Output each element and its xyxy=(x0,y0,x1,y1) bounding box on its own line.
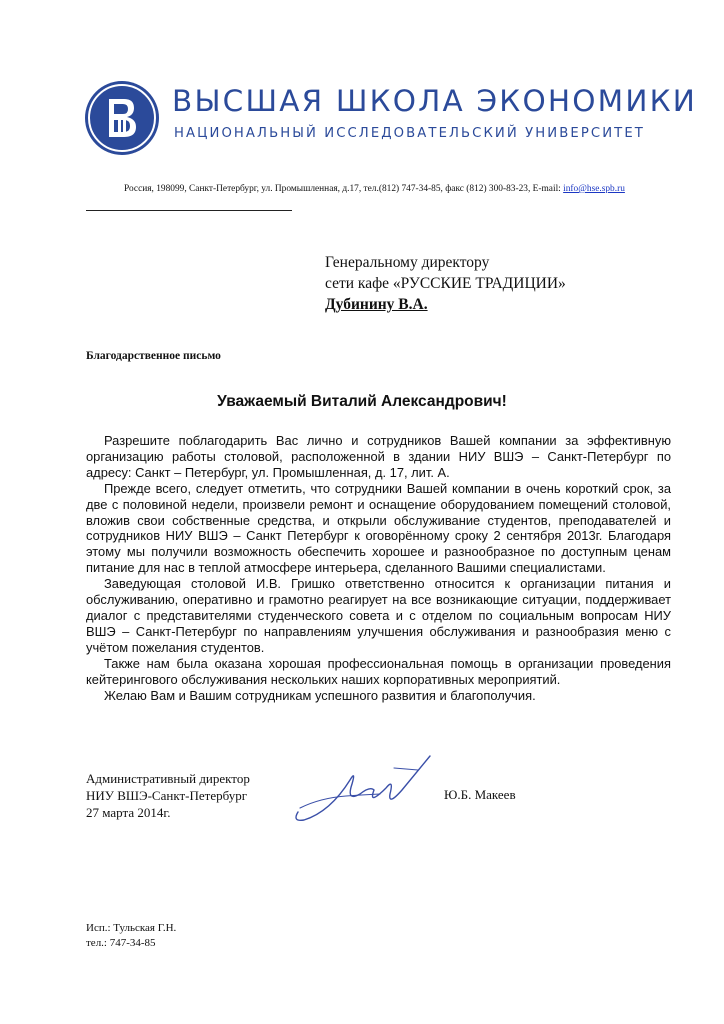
signatory-block xyxy=(86,770,250,821)
executor-line: Исп.: Тульская Г.Н. xyxy=(86,922,177,934)
paragraph: Разрешите поблагодарить Вас лично и сотрудников Вашей компании за эффективную организацию работы столовой, расположенной в здании НИУ ВШЭ – Санкт-Петербург по адресу: Санкт – Петербург, ул. Промышленная, д. 17, лит. А. xyxy=(86,433,671,480)
paragraph: Прежде всего, следует отметить, что сотрудники Вашей компании в очень короткий срок, за две с половиной недели, произвели ремонт и оснащение оборудованием помещений столовой, вложив свои собственные средства, и открыли обслуживание студентов, преподавателей и сотрудников НИУ ВШЭ – Санкт Петербург к оговорённому сроку 2 сентября 2013г. Благодаря этому мы получили возможность обеспечить хорошее и разнообразное по доступным ценам питание для нас в теплой атмосфере интерьера, сделанного Вашими специалистами. xyxy=(86,480,671,576)
addressee-line-1: Генеральному директору xyxy=(325,254,490,271)
salutation: Уважаемый Виталий Александрович! xyxy=(217,393,507,410)
executor-phone: тел.: 747-34-85 xyxy=(86,937,156,949)
org-subtitle: НАЦИОНАЛЬНЫЙ ИССЛЕДОВАТЕЛЬСКИЙ УНИВЕРСИТЕТ xyxy=(174,126,645,141)
letter-date: 27 марта 2014г. xyxy=(86,805,171,820)
address-line xyxy=(124,183,625,195)
address-text: Россия, 198099, Санкт-Петербург, ул. Промышленная, д.17, тел.(812) 747-34-85, факс (812) 300-83-23, E-mail: xyxy=(124,184,564,194)
addressee-line-2: сети кафе «РУССКИЕ ТРАДИЦИИ» xyxy=(325,275,566,292)
paragraph: Желаю Вам и Вашим сотрудникам успешного развития и благополучия. xyxy=(104,687,536,703)
paragraph: Заведующая столовой И.В. Гришко ответственно относится к организации питания и обслуживанию, оперативно и грамотно реагирует на все возникающие ситуации, поддерживает диалог с представителями студенческого совета и с отделом по социальным вопросам НИУ ВШЭ – Санкт-Петербург по направлениям улучшения обслуживания и разнообразия меню с учётом пожелания студентов. xyxy=(86,576,671,655)
org-title: ВЫСШАЯ ШКОЛА ЭКОНОМИКИ xyxy=(172,84,698,118)
addressee-block xyxy=(325,252,566,315)
signer-name: Ю.Б. Макеев xyxy=(444,787,516,802)
email-link[interactable]: info@hse.spb.ru xyxy=(563,184,625,194)
handwritten-signature xyxy=(290,750,440,830)
signatory-position-1: Административный директор xyxy=(86,771,250,786)
signatory-position-2: НИУ ВШЭ-Санкт-Петербург xyxy=(86,788,248,803)
hse-logo-icon xyxy=(84,80,160,156)
document-type: Благодарственное письмо xyxy=(86,350,221,362)
header-divider xyxy=(86,210,292,211)
paragraph: Также нам была оказана хорошая профессиональная помощь в организации проведения кейтерингового обслуживания нескольких наших корпоративных мероприятий. xyxy=(86,655,671,687)
addressee-name: Дубинину В.А. xyxy=(325,296,428,313)
footer-contact xyxy=(86,921,176,951)
letter-body xyxy=(86,433,671,703)
